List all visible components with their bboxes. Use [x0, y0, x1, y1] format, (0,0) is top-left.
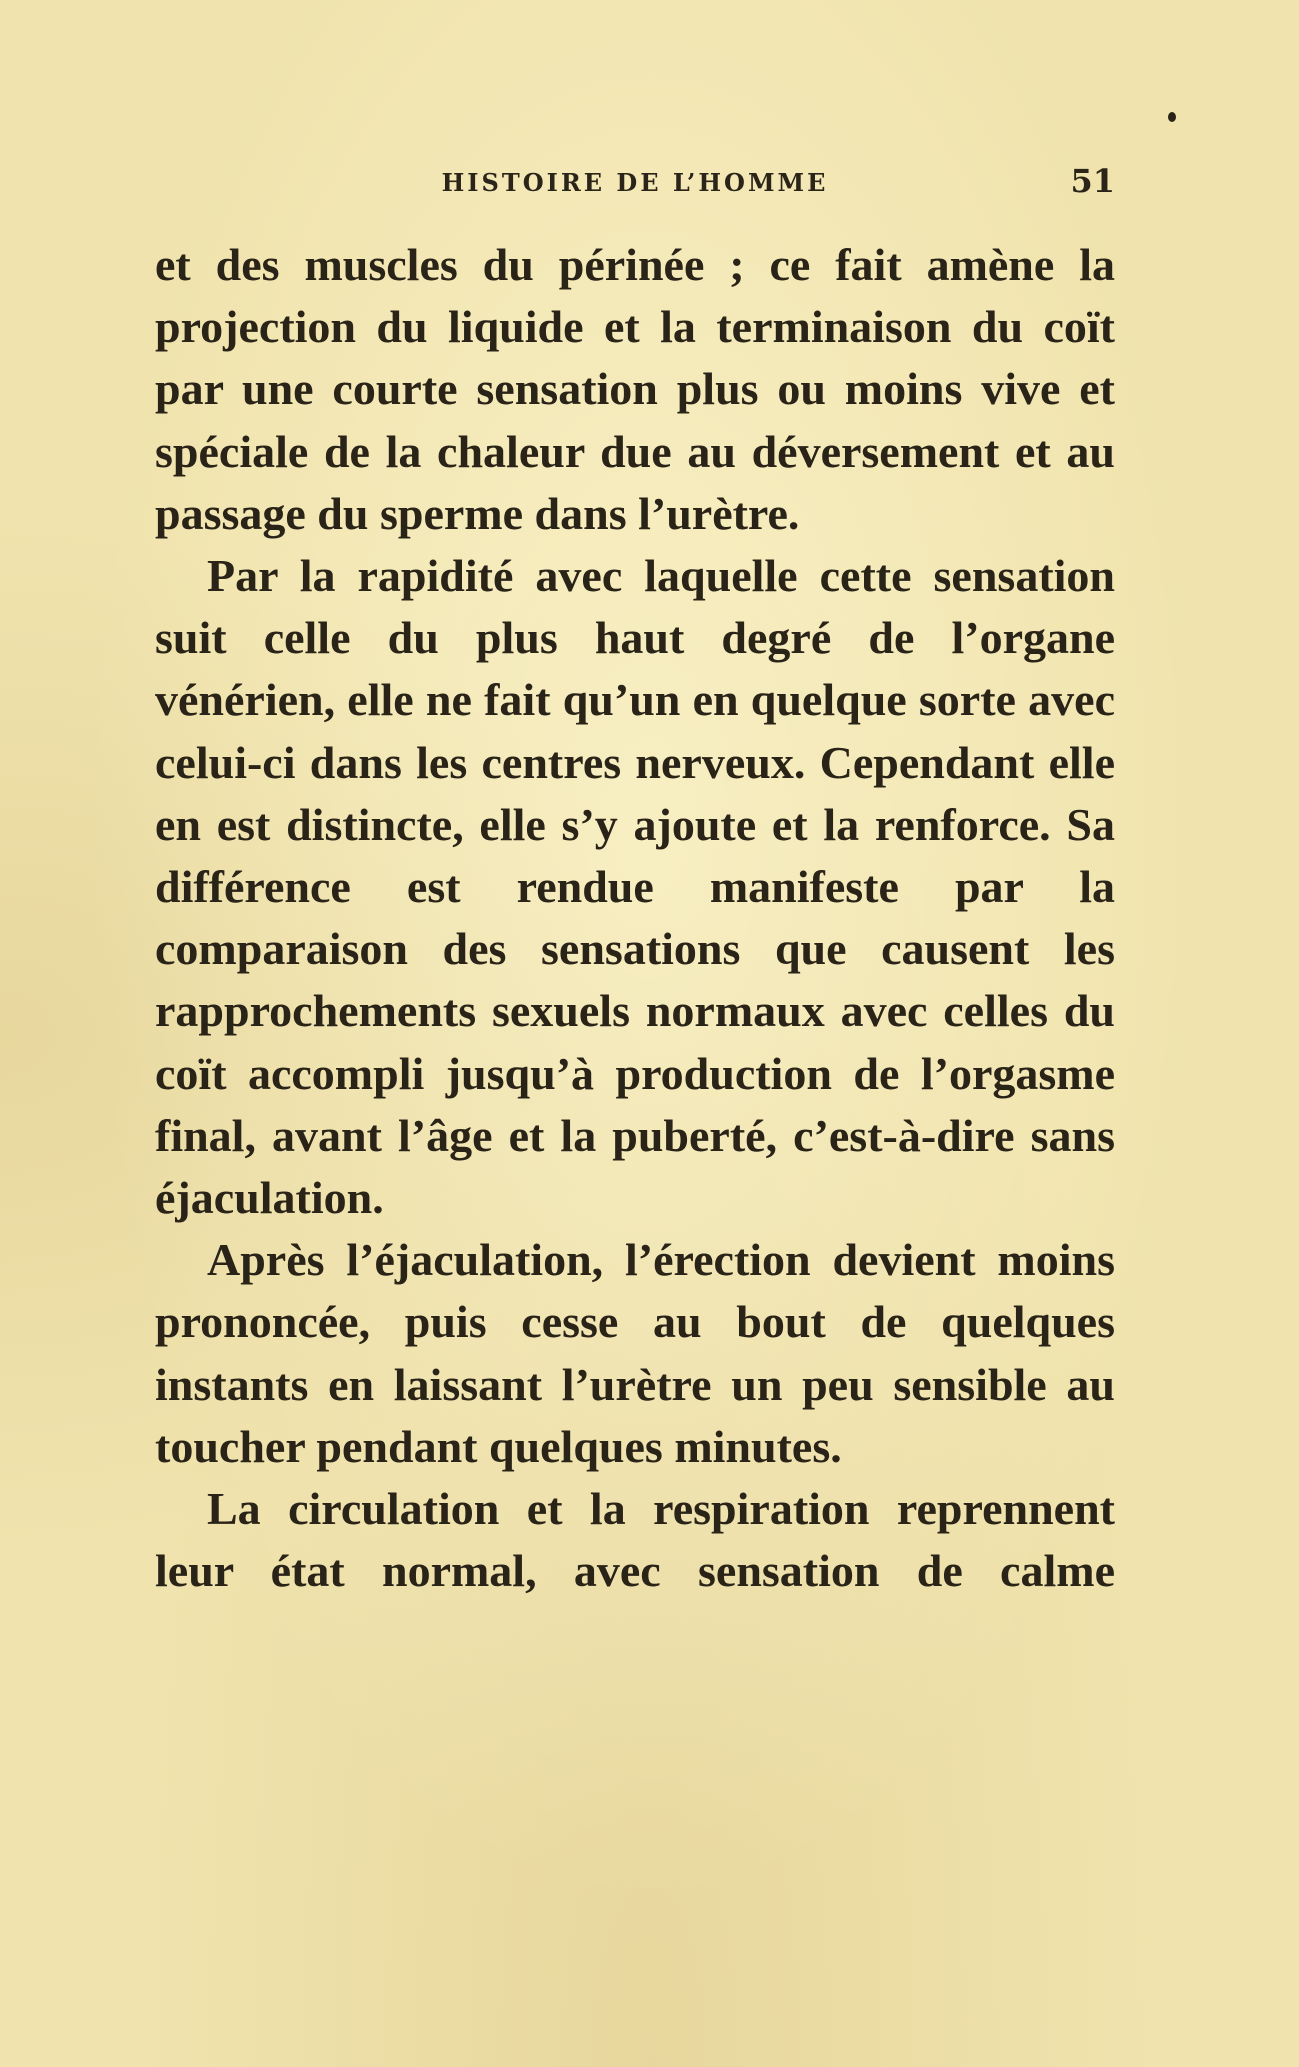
page-header: [155, 162, 1115, 208]
paragraph: et des muscles du périnée ; ce fait amène la projection du liquide et la terminaison du coït par une courte sensation plus ou moins vive et spéciale de la chaleur due au déversement et au passage du sperme dans l’urètre.: [155, 239, 1115, 539]
body-text: [155, 234, 1115, 1602]
running-title: HISTOIRE DE L’HOMME: [441, 168, 829, 197]
ink-speck: [1168, 112, 1176, 122]
paragraph: La circulation et la respiration reprennent leur état normal, avec sensation de calme: [155, 1483, 1115, 1597]
page-number: 51: [1070, 162, 1115, 200]
paragraph: Après l’éjaculation, l’érection devient moins prononcée, puis cesse au bout de quelques instants en laissant l’urètre un peu sensible au toucher pendant quelques minutes.: [155, 1234, 1115, 1472]
paragraph: Par la rapidité avec laquelle cette sensation suit celle du plus haut degré de l’organe vénérien, elle ne fait qu’un en quelque sorte avec celui-ci dans les centres nerveux. Cependant elle en est distincte, elle s’y ajoute et la renforce. Sa différence est rendue manifeste par la comparaison des sensations que causent les rapprochements sexuels normaux avec celles du coït accompli jusqu’à production de l’orgasme final, avant l’âge et la puberté, c’est-à-dire sans éjaculation.: [155, 550, 1115, 1224]
